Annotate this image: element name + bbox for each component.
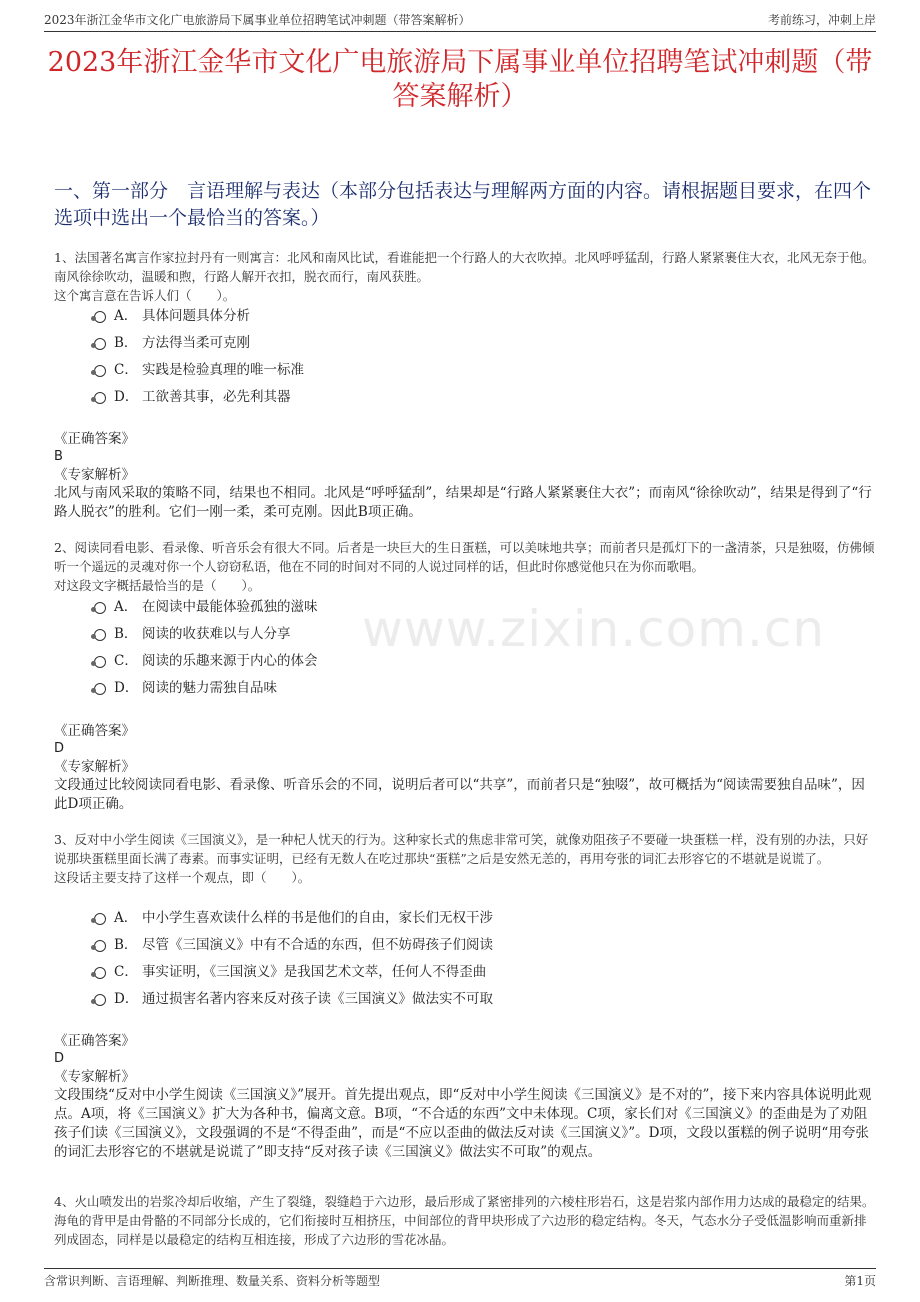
option-text: 阅读的魅力需独自品味: [142, 680, 277, 696]
question-prompt: 这段话主要支持了这样一个观点，即（ ）。: [54, 870, 311, 885]
option-c[interactable]: [94, 359, 876, 386]
radio-icon[interactable]: [94, 629, 106, 641]
option-text: 阅读的收获难以与人分享: [142, 626, 291, 642]
header-right-text: 考前练习，冲刺上岸: [767, 13, 876, 27]
option-b[interactable]: [94, 623, 876, 650]
option-c[interactable]: [94, 650, 876, 677]
option-letter: C．: [114, 653, 138, 669]
question-text: 2、阅读同看电影、看录像、听音乐会有很大不同。后者是一块巨大的生日蛋糕，可以美味地共享；而前者只是孤灯下的一盏清茶，只是独啜，仿佛倾听一个遥远的灵魂对你一个人窃窃私语，他在不同的时间对不同的人说过同样的话，但此时你感觉他只在为你而歌唱。: [54, 540, 875, 574]
page-header: [44, 10, 876, 32]
option-a[interactable]: [94, 305, 876, 332]
question-text: 3、反对中小学生阅读《三国演义》，是一种杞人忧天的行为。这种家长式的焦虑非常可笑，就像劝阻孩子不要碰一块蛋糕一样，没有别的办法，只好说那块蛋糕里面长满了毒素。而事实证明，已经有无数人在吃过那块“蛋糕”之后是安然无恙的，再用夸张的词汇去形容它的不堪就是说谎了。: [54, 832, 869, 866]
option-d[interactable]: [94, 988, 876, 1015]
footer-left-text: 含常识判断、言语理解、判断推理、数量关系、资料分析等题型: [44, 1274, 381, 1288]
document-title: 2023年浙江金华市文化广电旅游局下属事业单位招聘笔试冲刺题（带答案解析）: [47, 47, 873, 112]
option-a[interactable]: [94, 907, 876, 934]
option-d[interactable]: [94, 677, 876, 704]
question-1-stem: [54, 248, 876, 305]
option-text: 事实证明，《三国演义》是我国艺术文萃，任何人不得歪曲: [142, 964, 487, 980]
question-2-answer: [54, 722, 876, 814]
analysis-text: 北风与南风采取的策略不同，结果也不相同。北风是“呼呼猛刮”，结果却是“行路人紧紧裹住大衣”；而南风“徐徐吹动”，结果是得到了“行路人脱衣”的胜利。它们一刚一柔，柔可克刚。因此B项正确。: [54, 485, 872, 520]
option-letter: A．: [114, 910, 138, 926]
radio-icon[interactable]: [94, 311, 106, 323]
radio-icon[interactable]: [94, 683, 106, 695]
analysis-label: 《专家解析》: [54, 1069, 135, 1085]
option-letter: A．: [114, 308, 138, 324]
option-text: 方法得当柔可克刚: [142, 335, 250, 351]
answer-label: 《正确答案》: [54, 1033, 135, 1049]
option-letter: C．: [114, 362, 138, 378]
header-left-text: 2023年浙江金华市文化广电旅游局下属事业单位招聘笔试冲刺题（带答案解析）: [44, 13, 471, 27]
answer-label: 《正确答案》: [54, 431, 135, 447]
option-letter: D．: [114, 389, 139, 405]
question-prompt: 对这段文字概括最恰当的是（ ）。: [54, 578, 261, 593]
question-2-options: [94, 596, 876, 704]
analysis-label: 《专家解析》: [54, 759, 135, 775]
question-prompt: 这个寓言意在告诉人们（ ）。: [54, 288, 236, 303]
question-text: 4、火山喷发出的岩浆冷却后收缩，产生了裂缝，裂缝趋于六边形，最后形成了紧密排列的六棱柱形岩石，这是岩浆内部作用力达成的最稳定的结果。海龟的背甲是由骨骼的不同部分长成的，它们衔接时互相挤压，中间部位的背甲块形成了六边形的稳定结构。冬天，气态水分子受低温影响而重新排列成固态，同样是以最稳定的结构互相连接，形成了六边形的雪花冰晶。: [54, 1194, 875, 1247]
page-number: 第1页: [844, 1274, 876, 1288]
option-text: 通过损害名著内容来反对孩子读《三国演义》做法实不可取: [142, 991, 493, 1007]
option-letter: D．: [114, 680, 139, 696]
option-text: 在阅读中最能体验孤独的滋味: [142, 599, 318, 615]
page-footer: [44, 1268, 876, 1290]
option-letter: B．: [114, 335, 138, 351]
option-letter: B．: [114, 626, 138, 642]
option-letter: D．: [114, 991, 139, 1007]
analysis-text: 文段围绕“反对中小学生阅读《三国演义》”展开。首先提出观点，即“反对中小学生阅读《三国演义》是不对的”，接下来内容具体说明此观点。A项，将《三国演义》扩大为各种书，偏离文意。B项，“不合适的东西”文中未体现。C项，家长们对《三国演义》的歪曲是为了劝阻孩子们读《三国演义》，文段强调的不是“不得歪曲”，而是“不应以歪曲的做法反对读《三国演义》”。D项，文段以蛋糕的例子说明“用夸张的词汇去形容它的不堪就是说谎了”即支持“反对孩子读《三国演义》做法实不可取”的观点。: [54, 1087, 872, 1160]
option-text: 工欲善其事，必先利其器: [142, 389, 291, 405]
radio-icon[interactable]: [94, 967, 106, 979]
option-b[interactable]: [94, 332, 876, 359]
question-3-answer: [54, 1032, 876, 1162]
answer-value: D: [54, 741, 65, 756]
option-letter: A．: [114, 599, 138, 615]
question-2-stem: [54, 538, 876, 595]
answer-value: D: [54, 1051, 65, 1066]
section-heading: 一、第一部分 言语理解与表达（本部分包括表达与理解两方面的内容。请根据题目要求，在四个选项中选出一个最恰当的答案。）: [54, 180, 872, 229]
question-1-options: [94, 305, 876, 413]
watermark: www.zixin.com.cn: [362, 600, 826, 658]
option-text: 中小学生喜欢读什么样的书是他们的自由，家长们无权干涉: [142, 910, 493, 926]
radio-icon[interactable]: [94, 913, 106, 925]
question-3-stem: [54, 830, 876, 887]
answer-label: 《正确答案》: [54, 723, 135, 739]
question-text: 1、法国著名寓言作家拉封丹有一则寓言：北风和南风比试，看谁能把一个行路人的大衣吹掉。北风呼呼猛刮，行路人紧紧裹住大衣，北风无奈于他。南风徐徐吹动，温暖和煦，行路人解开衣扣，脱衣而行，南风获胜。: [54, 250, 875, 284]
radio-icon[interactable]: [94, 392, 106, 404]
radio-icon[interactable]: [94, 656, 106, 668]
radio-icon[interactable]: [94, 338, 106, 350]
option-d[interactable]: [94, 386, 876, 413]
option-a[interactable]: [94, 596, 876, 623]
radio-icon[interactable]: [94, 940, 106, 952]
radio-icon[interactable]: [94, 365, 106, 377]
question-4-stem: [54, 1192, 876, 1249]
option-c[interactable]: [94, 961, 876, 988]
answer-value: B: [54, 449, 63, 464]
option-text: 实践是检验真理的唯一标准: [142, 362, 304, 378]
question-3-options: [94, 907, 876, 1015]
option-text: 阅读的乐趣来源于内心的体会: [142, 653, 318, 669]
option-text: 具体问题具体分析: [142, 308, 250, 324]
option-letter: B．: [114, 937, 138, 953]
option-text: 尽管《三国演义》中有不合适的东西，但不妨碍孩子们阅读: [142, 937, 493, 953]
radio-icon[interactable]: [94, 994, 106, 1006]
analysis-text: 文段通过比较阅读同看电影、看录像、听音乐会的不同，说明后者可以“共享”，而前者只是“独啜”，故可概括为“阅读需要独自品味”，因此D项正确。: [54, 777, 865, 812]
question-1-answer: [54, 430, 876, 522]
radio-icon[interactable]: [94, 602, 106, 614]
option-letter: C．: [114, 964, 138, 980]
option-b[interactable]: [94, 934, 876, 961]
analysis-label: 《专家解析》: [54, 467, 135, 483]
